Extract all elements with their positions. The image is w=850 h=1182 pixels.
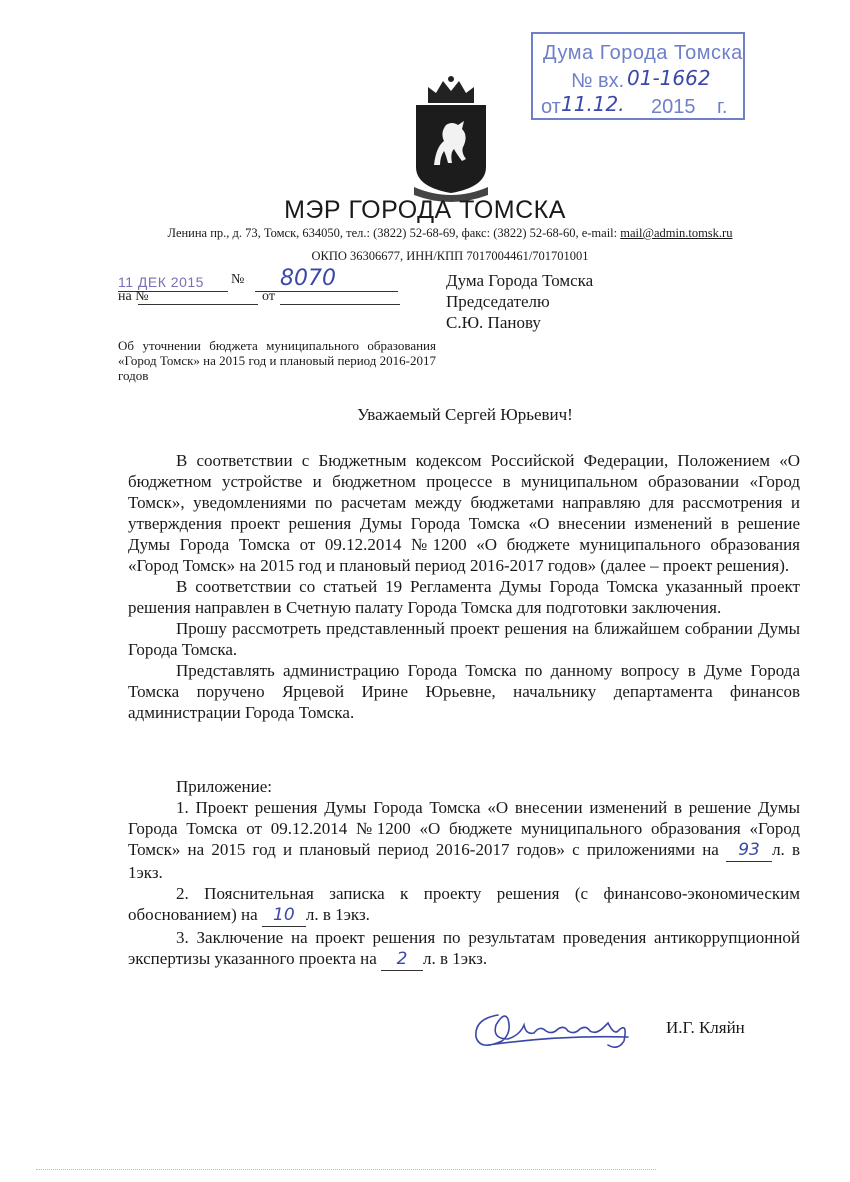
appendix-item-1-suffix: л. в 1экз. [128, 840, 801, 882]
stamp-date-value: 11.12. [561, 92, 625, 116]
email-link[interactable]: mail@admin.tomsk.ru [620, 226, 733, 240]
appendix-item-2 [128, 883, 800, 927]
appendix-item-3-count: 2 [396, 949, 408, 969]
number-underline [255, 291, 398, 292]
addressee [446, 270, 593, 333]
letter-subject: Об уточнении бюджета муниципального образования «Город Томск» на 2015 год и плановый период 2016-2017 годов [118, 338, 436, 383]
addressee-line1: Дума Города Томска [446, 271, 594, 290]
stamp-year-suffix: г. [717, 96, 728, 118]
appendix [128, 776, 800, 971]
appendix-item-1-count: 93 [738, 840, 760, 860]
stamp-in-number: 01-1662 [627, 66, 711, 90]
paragraph-1: В соответствии с Бюджетным кодексом Российской Федерации, Положением «О бюджетном устройстве и бюджетном процессе в муниципальном образовании «Город Томск», уведомлениями по расчетам между бюджетами направляю для рассмотрения и утверждения проект решения Думы Города Томска «О внесении изменений в решение Думы Города Томска от 09.12.2014 №1200 «О бюджете муниципального образования «Город Томск» на 2015 год и плановый период 2016-2017 годов» (далее – проект решения). [128, 451, 800, 575]
reference-underline [138, 304, 258, 305]
letter-body [128, 450, 800, 723]
appendix-item-1-text: 1. Проект решения Думы Города Томска «О внесении изменений в решение Думы Города Томска от 09.12.2014 №1200 «О бюджете муниципального образования «Город Томск» на 2015 год и плановый период 2016-2017 годов» с приложениями на [128, 798, 800, 859]
stamp-date-prefix: от [541, 96, 561, 118]
greeting: Уважаемый Сергей Юрьевич! [357, 405, 573, 424]
appendix-item-1 [128, 797, 800, 883]
page-bottom-rule [36, 1169, 656, 1170]
org-address [0, 226, 850, 241]
appendix-item-2-count: 10 [273, 905, 295, 925]
number-label: № [231, 272, 245, 287]
appendix-item-2-suffix: л. в 1экз. [305, 905, 370, 924]
appendix-item-3 [128, 927, 800, 971]
org-title: МЭР ГОРОДА ТОМСКА [284, 196, 566, 224]
addressee-line3: С.Ю. Панову [446, 313, 541, 332]
reference-label: на № [118, 289, 149, 304]
addressee-line2: Председателю [446, 292, 550, 311]
stamp-year: 2015 [651, 96, 696, 118]
paragraph-4: Представлять администрацию Города Томска по данному вопросу в Думе Города Томска поручено Ярцевой Ирине Юрьевне, начальнику департамента финансов администрации Города Томска. [128, 661, 800, 722]
tomsk-coat-of-arms-icon [410, 75, 492, 203]
appendix-title: Приложение: [176, 777, 272, 796]
address-text: Ленина пр., д. 73, Томск, 634050, тел.: (3822) 52-68-69, факс: (3822) 52-68-60, e-mail: [167, 226, 621, 240]
signer-name: И.Г. Кляйн [666, 1018, 745, 1037]
appendix-item-2-text: 2. Пояснительная записка к проекту решения (с финансово-экономическим обоснованием) на [128, 884, 800, 924]
reference-date-underline [280, 304, 400, 305]
paragraph-3: Прошу рассмотреть представленный проект решения на ближайшем собрании Думы Города Томска. [128, 619, 800, 659]
stamp-in-label: № вх. [571, 70, 625, 92]
appendix-item-3-text: 3. Заключение на проект решения по результатам проведения антикоррупционной экспертизы указанного проекта на [128, 928, 800, 968]
org-codes: ОКПО 36306677, ИНН/КПП 7017004461/701701001 [311, 249, 589, 263]
stamp-org: Дума Города Томска [543, 42, 743, 64]
registration-number: 8070 [280, 266, 336, 291]
appendix-item-3-suffix: л. в 1экз. [423, 949, 488, 968]
reference-from-label: от [262, 289, 275, 304]
handwritten-signature-icon [468, 1005, 658, 1053]
paragraph-2: В соответствии со статьей 19 Регламента Думы Города Томска указанный проект решения направлен в Счетную палату Города Томска для подготовки заключения. [128, 577, 800, 617]
registration-date-stamp: 11 ДЕК 2015 [118, 274, 204, 290]
incoming-stamp [531, 32, 745, 120]
